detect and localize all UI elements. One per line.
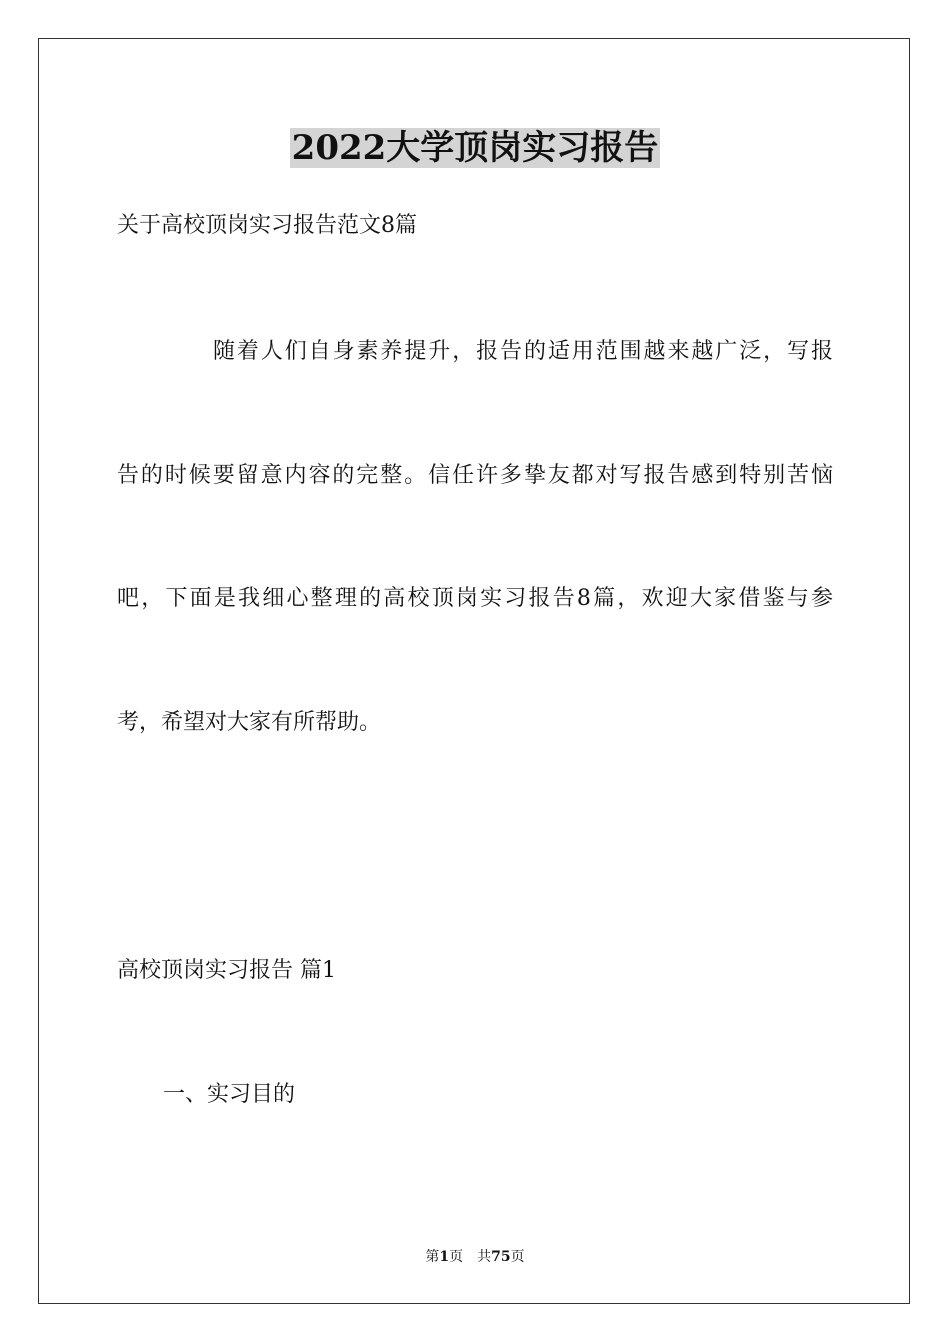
intro-line-3: 吧，下面是我细心整理的高校顶岗实习报告8篇，欢迎大家借鉴与参	[117, 586, 833, 611]
footer-total-pages: 75	[491, 1249, 511, 1265]
intro-line-1: 随着人们自身素养提升，报告的适用范围越来越广泛，写报	[213, 339, 833, 364]
document-title	[0, 126, 950, 170]
document-subtitle: 关于高校顶岗实习报告范文8篇	[117, 213, 417, 238]
section-heading: 高校顶岗实习报告 篇1	[117, 958, 336, 983]
intro-line-2: 告的时候要留意内容的完整。信任许多挚友都对写报告感到特别苦恼	[117, 463, 833, 488]
footer-page-suffix: 页	[449, 1249, 464, 1265]
footer-total-suffix: 页	[510, 1249, 525, 1265]
intro-line-4: 考，希望对大家有所帮助。	[117, 710, 382, 735]
subsection-heading: 一、实习目的	[163, 1082, 296, 1107]
document-title-text: 2022大学顶岗实习报告	[291, 128, 659, 168]
footer-page-prefix: 第	[425, 1249, 440, 1265]
footer-total-prefix: 共	[477, 1249, 492, 1265]
page-footer	[0, 1248, 950, 1266]
footer-page-number: 1	[439, 1249, 450, 1265]
